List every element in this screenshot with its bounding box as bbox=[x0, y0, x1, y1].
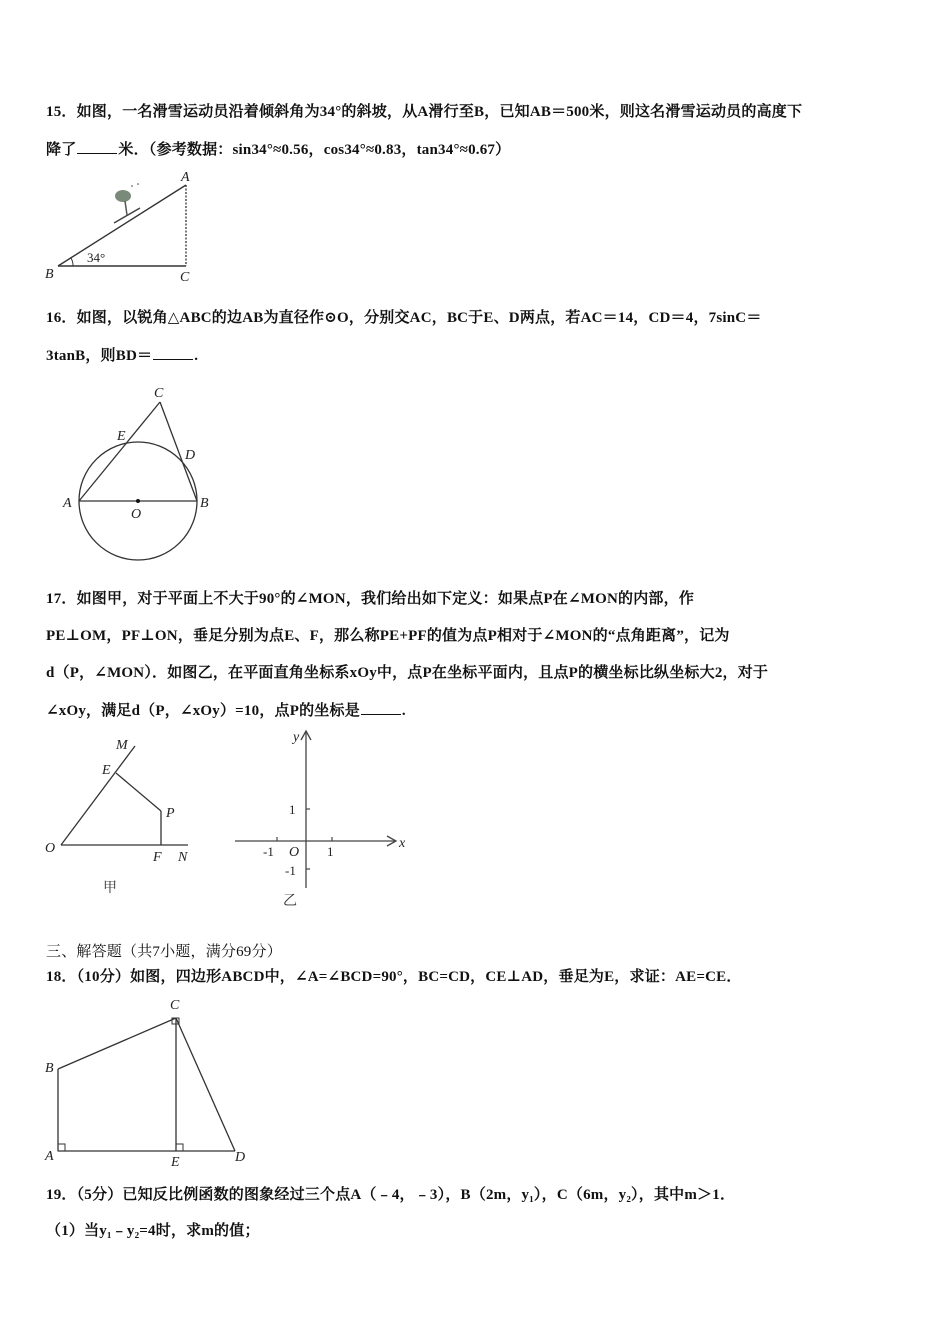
q15-text-post: 米．（参考数据：sin34°≈0.56，cos34°≈0.83，tan34°≈0.67） bbox=[118, 142, 511, 158]
q15-text-line1: 15．如图，一名滑雪运动员沿着倾斜角为34°的斜坡，从A滑行至B，已知AB＝500米，则这名滑雪运动员的高度下 bbox=[46, 104, 803, 120]
label-C: C bbox=[170, 998, 180, 1013]
label-B: B bbox=[200, 496, 209, 511]
q18-quadrilateral-figure bbox=[40, 995, 260, 1170]
q17-answer-blank bbox=[361, 700, 401, 715]
label-E: E bbox=[171, 1155, 180, 1170]
q16-circle-figure bbox=[50, 380, 230, 570]
q16-text-line1: 16．如图，以锐角△ABC的边AB为直径作⊙O，分别交AC，BC于E、D两点，若AC＝14，CD＝4，7sinC＝ bbox=[46, 310, 762, 326]
label-A: A bbox=[63, 496, 72, 511]
q15-answer-blank bbox=[77, 139, 117, 154]
tick-y-neg1: -1 bbox=[285, 863, 296, 878]
q16-text-post: . bbox=[194, 348, 199, 364]
q17-figure-jia bbox=[40, 730, 210, 900]
label-C: C bbox=[180, 270, 190, 285]
section-heading: 三、解答题（共7小题，满分69分） bbox=[46, 944, 282, 960]
y-axis-label: y bbox=[293, 730, 300, 745]
q15-text-line2 bbox=[46, 139, 510, 160]
right-angle-A-icon bbox=[58, 1144, 65, 1151]
q17-figure-yi-coordinate-plane bbox=[225, 725, 415, 910]
q15-slope-figure bbox=[40, 165, 210, 285]
q17-text-post: . bbox=[401, 703, 406, 719]
label-E: E bbox=[117, 429, 126, 444]
q17-text-line4 bbox=[46, 700, 406, 721]
origin-label: O bbox=[289, 845, 300, 860]
q17-text-pre: ∠xOy，满足d（P，∠xOy）=10，点P的坐标是 bbox=[46, 703, 360, 719]
label-D: D bbox=[185, 448, 196, 463]
q18-text-line1: 18．（10分）如图，四边形ABCD中，∠A=∠BCD=90°，BC=CD，CE⊥AD，垂足为E，求证：AE=CE． bbox=[46, 969, 742, 985]
angle-label: 34° bbox=[87, 250, 106, 265]
label-P: P bbox=[166, 806, 175, 821]
label-C: C bbox=[154, 386, 164, 401]
label-B: B bbox=[45, 267, 54, 282]
q16-text-pre: 3tanB，则BD＝ bbox=[46, 348, 153, 364]
label-B: B bbox=[45, 1061, 54, 1076]
q17-text-line2: PE⊥OM，PF⊥ON，垂足分别为点E、F，那么称PE+PF的值为点P相对于∠MON的“点角距离”，记为 bbox=[46, 628, 730, 644]
caption-yi: 乙 bbox=[283, 893, 297, 909]
label-A: A bbox=[181, 170, 190, 185]
q16-answer-blank bbox=[153, 345, 193, 360]
label-O: O bbox=[45, 841, 56, 856]
label-E: E bbox=[102, 763, 111, 778]
q17-text-line3: d（P，∠MON）．如图乙，在平面直角坐标系xOy中，点P在坐标平面内，且点P的横坐标比纵坐标大2，对于 bbox=[46, 665, 769, 681]
label-N: N bbox=[178, 850, 188, 865]
tick-y-1: 1 bbox=[289, 802, 296, 817]
label-D: D bbox=[235, 1150, 246, 1165]
label-O: O bbox=[131, 507, 142, 522]
label-F: F bbox=[153, 850, 162, 865]
tick-x-neg1: -1 bbox=[263, 844, 274, 859]
q17-text-line1: 17．如图甲，对于平面上不大于90°的∠MON，我们给出如下定义：如果点P在∠MON的内部，作 bbox=[46, 591, 695, 607]
q19-text-line1: 19．（5分）已知反比例函数的图象经过三个点A（﹣4，﹣3），B（2m，y₁），C（6m，y₂），其中m＞1． bbox=[46, 1187, 736, 1203]
q16-text-line2 bbox=[46, 345, 198, 366]
q19-text-line2: （1）当y₁﹣y₂=4时，求m的值； bbox=[46, 1223, 260, 1239]
label-A: A bbox=[45, 1149, 54, 1164]
label-M: M bbox=[116, 738, 128, 753]
x-axis-label: x bbox=[399, 836, 406, 851]
q15-text-pre: 降了 bbox=[46, 142, 77, 158]
caption-jia: 甲 bbox=[103, 880, 117, 896]
tick-x-1: 1 bbox=[327, 844, 334, 859]
right-angle-E-icon bbox=[176, 1144, 183, 1151]
